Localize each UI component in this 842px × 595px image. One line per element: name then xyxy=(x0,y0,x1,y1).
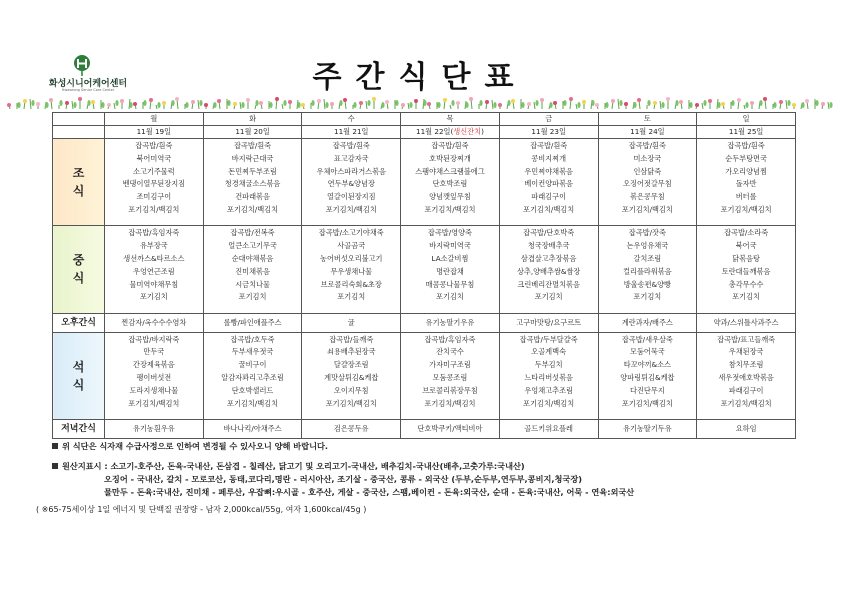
menu-item: 잡곡밥/흰죽 xyxy=(135,141,173,150)
menu-item: 브로콜리볶장무침 xyxy=(422,385,478,395)
page-title: 주간식단표 xyxy=(312,60,528,95)
change-notice xyxy=(52,441,328,452)
menu-item: 건파래볶음 xyxy=(235,192,270,202)
menu-item: 잡곡밥/소고기야채죽 xyxy=(318,228,384,238)
lunch-day-cell xyxy=(598,226,697,313)
menu-item: 포기김치 xyxy=(337,292,366,302)
date-text: 11월 23일 xyxy=(531,127,566,136)
menu-item: 단호박샐러드 xyxy=(231,385,274,395)
menu-item: 돈민찌두부조림 xyxy=(228,166,277,176)
origin-line-3: 물만두 - 돈육:국내산, 진미채 - 페루산, 우잡뼈:우시골 - 호주산, 게살 - 중국산, 스팸,베이컨 - 돈육:외국산, 순대 - 돈육:국내산, 어묵 - 연육:외국산 xyxy=(104,487,635,497)
origin-line-2: 오징어 - 국내산, 갈치 - 모로코산, 동태,코다리,명란 - 러시아산, 조기살 - 중국산, 콩류 - 외국산 (두부,순두부,연두부,콩비지,청국장) xyxy=(104,474,582,484)
menu-item: 잡곡밥/바지락죽 xyxy=(128,334,180,344)
breakfast-day-cell xyxy=(697,139,796,226)
night_snack-item: 유기농딸기두유 xyxy=(598,420,697,439)
menu-item: 북어국 xyxy=(735,241,757,251)
menu-item: 우엉채고추조림 xyxy=(524,385,573,395)
menu-item: 진미채볶음 xyxy=(235,266,270,276)
night_snack-label: 저녁간식 xyxy=(53,420,105,439)
center-tagline: Hwaseong Senior Care Center xyxy=(61,88,115,92)
breakfast-row xyxy=(53,139,796,226)
menu-item: 느타리버섯볶음 xyxy=(524,373,573,383)
menu-item: 무우생채나물 xyxy=(330,266,373,276)
menu-item: 잡곡밥/흰죽 xyxy=(530,141,568,150)
menu-item: 쇠용배추된장국 xyxy=(326,347,376,357)
corner-cell xyxy=(53,113,105,126)
lunch-row xyxy=(53,226,796,313)
menu-item: 베이컨양파볶음 xyxy=(524,179,573,189)
menu-item: 포기김치 xyxy=(732,292,760,302)
menu-item: 호박된장찌개 xyxy=(429,153,471,163)
menu-item: 인삼닭죽 xyxy=(633,166,662,176)
menu-item: 포기김치 xyxy=(633,292,662,302)
menu-item: 순두부탕면국 xyxy=(725,153,767,163)
weekly-menu-table xyxy=(52,112,796,439)
leaf-logo-icon xyxy=(73,54,91,76)
menu-item: 시금치나물 xyxy=(235,279,270,289)
night_snack-item: 검은콩두유 xyxy=(302,420,401,439)
menu-item: 양파링튀김&케찹 xyxy=(620,373,675,383)
menu-item: 파래김구이 xyxy=(531,192,567,202)
menu-item: 간장제육볶음 xyxy=(133,360,175,370)
birthday-party-label: 생신잔치 xyxy=(453,127,482,136)
breakfast-day-cell xyxy=(203,139,302,226)
breakfast-label: 조 식 xyxy=(53,139,105,226)
menu-item: 포기김치/백김치 xyxy=(325,204,377,214)
menu-item: 잡곡밥/전복죽 xyxy=(230,228,275,238)
menu-item: 콩비지찌개 xyxy=(531,153,567,163)
menu-item: 스팸야채스크램블에그 xyxy=(415,166,485,176)
date-text: 11월 20일 xyxy=(235,127,270,136)
menu-item: 참치무조림 xyxy=(728,360,764,370)
day-header-row xyxy=(53,113,796,126)
menu-item: 포기김치/백김치 xyxy=(128,204,180,214)
menu-item: 우민찌야채볶음 xyxy=(524,166,573,176)
menu-item: 파래김구이 xyxy=(728,385,764,395)
menu-item: 삼겹살고추장볶음 xyxy=(520,253,577,263)
day-header: 금 xyxy=(499,113,598,126)
menu-item: 브로콜리숙회&초장 xyxy=(320,279,382,289)
menu-item: 달걀장조림 xyxy=(333,360,369,370)
date-header xyxy=(697,126,796,139)
menu-item: 잡곡밥/표고들깨죽 xyxy=(717,334,776,344)
menu-item: 팽이버섯전 xyxy=(136,373,172,383)
lunch-label: 중 식 xyxy=(53,226,105,313)
menu-item: 토란대들깨볶음 xyxy=(721,266,771,276)
menu-item: 두부새우젓국 xyxy=(231,347,274,357)
menu-item: 잡곡밥/잣죽 xyxy=(628,228,666,238)
dinner-day-cell xyxy=(499,332,598,419)
menu-item: 도라지생채나물 xyxy=(129,385,179,395)
menu-item: 오징어젓갈무침 xyxy=(623,179,672,189)
origin-notice xyxy=(52,461,525,472)
menu-item: 청경채굴소스볶음 xyxy=(224,179,281,189)
menu-item: 우체아스파라거스볶음 xyxy=(316,166,386,176)
menu-item: 바지락근대국 xyxy=(231,153,274,163)
menu-item: 벤댕이열무된장지짐 xyxy=(122,179,186,189)
night_snack-item: 단호박쿠키/액티비아 xyxy=(401,420,500,439)
menu-item: 포기김치/백김치 xyxy=(227,204,279,214)
date-text: 11월 24일 xyxy=(630,127,665,136)
dinner-label: 석 식 xyxy=(53,332,105,419)
day-header: 일 xyxy=(697,113,796,126)
menu-item: 사골곰국 xyxy=(337,241,366,251)
menu-item: 가자미구조림 xyxy=(429,360,471,370)
breakfast-day-cell xyxy=(499,139,598,226)
date-header xyxy=(598,126,697,139)
snack-item: 찐감자/옥수수수염차 xyxy=(105,313,204,332)
menu-item: 총각무수수 xyxy=(728,279,764,289)
menu-item: 연두부&양념장 xyxy=(327,179,375,189)
dinner-day-cell xyxy=(697,332,796,419)
date-header xyxy=(203,126,302,139)
snack-item: 약과/스위틀사과주스 xyxy=(697,313,796,332)
menu-item: 잡곡밥/흑임자죽 xyxy=(424,334,476,344)
menu-item: 유부장국 xyxy=(139,241,168,251)
date-header xyxy=(105,126,204,139)
dinner-day-cell xyxy=(598,332,697,419)
bullet-square-icon xyxy=(52,443,58,449)
menu-item: 잡곡밥/흑임자죽 xyxy=(128,228,180,238)
snack-label: 오후간식 xyxy=(53,313,105,332)
menu-item: 닭볶음탕 xyxy=(732,253,760,263)
menu-item: 명란잡채 xyxy=(436,266,464,276)
menu-item: 농어버섯오리불고기 xyxy=(320,253,383,263)
date-text: 11월 22일( xyxy=(416,127,454,136)
menu-item: 상추,양배추쌈&쌈장 xyxy=(516,266,581,276)
menu-item: 매콤콩나물무침 xyxy=(425,279,475,289)
menu-item: 잡곡밥/소라죽 xyxy=(724,228,769,238)
menu-item: 바지락미역국 xyxy=(429,241,471,251)
menu-item: 미소장국 xyxy=(633,153,662,163)
menu-item: 잡곡밥/흰죽 xyxy=(233,141,272,150)
menu-item: 잡곡밥/단호박죽 xyxy=(523,228,575,238)
menu-item: 포기김치/백김치 xyxy=(621,398,673,408)
nutrition-note: ( ※65-75세이상 1일 에너지 및 단백질 권장량 - 남자 2,000kcal/55g, 여자 1,600kcal/45g ) xyxy=(36,505,367,514)
menu-item: 크린베리잔멸치볶음 xyxy=(517,279,580,289)
day-header: 화 xyxy=(203,113,302,126)
lunch-day-cell xyxy=(401,226,500,313)
date-header-row xyxy=(53,126,796,139)
menu-item: 잡곡밥/흰죽 xyxy=(332,141,370,150)
menu-item: 볶은콩무침 xyxy=(630,192,665,202)
menu-item: 소고기주물럭 xyxy=(133,166,175,176)
menu-item: 두부김치 xyxy=(534,360,563,370)
dinner-day-cell xyxy=(203,332,302,419)
menu-item: 포기김치/백김치 xyxy=(424,398,476,408)
menu-item: 생선까스&타르소스 xyxy=(123,253,185,263)
dinner-day-cell xyxy=(302,332,401,419)
date-header xyxy=(401,126,500,139)
menu-item: 잡곡밥/영양죽 xyxy=(427,228,472,238)
dinner-day-cell xyxy=(105,332,204,419)
menu-item: LA소갈비찜 xyxy=(431,253,469,263)
menu-item: 포기김치 xyxy=(139,292,168,302)
menu-item: 논우엉유채국 xyxy=(626,241,669,251)
date-header xyxy=(499,126,598,139)
breakfast-day-cell xyxy=(105,139,204,226)
snack-row xyxy=(53,313,796,332)
menu-item: 단호박조림 xyxy=(432,179,468,189)
night_snack-item: 요하임 xyxy=(697,420,796,439)
menu-item: 계맛살튀김&케찹 xyxy=(324,373,379,383)
menu-item: 모둠어묵국 xyxy=(630,347,665,357)
snack-item: 계란과자/배주스 xyxy=(598,313,697,332)
menu-item: 타꼬야끼&소스 xyxy=(623,360,671,370)
menu-item: 포기김치/백김치 xyxy=(128,398,180,408)
menu-item: 잡곡밥/흰죽 xyxy=(431,141,469,150)
menu-item: 조미김구이 xyxy=(136,192,172,202)
menu-item: 표고감자국 xyxy=(333,153,369,163)
menu-item: 잡곡밥/흰죽 xyxy=(727,141,765,150)
lunch-day-cell xyxy=(302,226,401,313)
menu-item: 포기김치/백김치 xyxy=(523,398,575,408)
menu-item: 잡곡밥/호두죽 xyxy=(230,334,275,344)
menu-item: 포기김치/백김치 xyxy=(424,204,476,214)
menu-item: 오이지무침 xyxy=(333,385,369,395)
change-notice-text: 위 식단은 식자재 수급사정으로 인하여 변경될 수 있사오니 양해 바랍니다. xyxy=(62,441,329,451)
menu-item: 알감자꽈리고추조림 xyxy=(221,373,284,383)
menu-item: 포기김치/백김치 xyxy=(325,398,377,408)
menu-item: 양념깻잎무침 xyxy=(429,192,471,202)
menu-item: 꿀비구이 xyxy=(238,360,267,370)
menu-item: 북어미역국 xyxy=(136,153,172,163)
menu-item: 얼큰소고기무국 xyxy=(228,241,277,251)
snack-item: 유기농딸기우유 xyxy=(401,313,500,332)
menu-item: 잡곡밥/흰죽 xyxy=(628,141,666,150)
menu-item: 우채된장국 xyxy=(728,347,764,357)
center-name: 화성시니어케어센터 xyxy=(48,79,128,89)
night_snack-item: 바나나킥/아채주스 xyxy=(203,420,302,439)
date-text: 11월 19일 xyxy=(136,127,172,136)
bullet-square-icon xyxy=(52,463,58,469)
center-logo xyxy=(28,54,158,94)
menu-item: 다진단무지 xyxy=(630,385,665,395)
snack-item: 롤빵/파인애플주스 xyxy=(203,313,302,332)
menu-item: 순대야채볶음 xyxy=(231,253,274,263)
menu-item: 돌자반 xyxy=(735,179,757,189)
menu-item: 버터롤 xyxy=(735,192,757,202)
menu-item: 열갈이된장지짐 xyxy=(326,192,376,202)
day-header: 목 xyxy=(401,113,500,126)
menu-item: 오골계백숙 xyxy=(531,347,567,357)
lunch-day-cell xyxy=(697,226,796,313)
night_snack-item: 골드키위요플레 xyxy=(499,420,598,439)
menu-item: 포기김치 xyxy=(436,292,464,302)
menu-item: 갈치조림 xyxy=(633,253,662,263)
menu-item: 물미역야채무침 xyxy=(129,279,179,289)
menu-item: 포기김치/백김치 xyxy=(227,398,279,408)
flower-border-decoration xyxy=(0,95,842,109)
breakfast-day-cell xyxy=(302,139,401,226)
lunch-day-cell xyxy=(499,226,598,313)
day-header: 월 xyxy=(105,113,204,126)
night_snack-item: 유기농흰우유 xyxy=(105,420,204,439)
menu-item: 포기김치/백김치 xyxy=(621,204,673,214)
menu-item: 방울송편&양빵 xyxy=(623,279,671,289)
day-header: 토 xyxy=(598,113,697,126)
menu-item: 잡곡밥/두부달걀죽 xyxy=(519,334,578,344)
menu-item: 새우젓애호박볶음 xyxy=(718,373,774,383)
breakfast-day-cell xyxy=(401,139,500,226)
menu-item: 가오리양념찜 xyxy=(725,166,767,176)
menu-item: 청국장배추국 xyxy=(527,241,570,251)
date-text-suffix: ) xyxy=(481,127,484,136)
menu-item: 포기김치 xyxy=(238,292,267,302)
date-text: 11월 21일 xyxy=(334,127,369,136)
date-text: 11월 25일 xyxy=(728,127,764,136)
menu-item: 우엉연근조림 xyxy=(133,266,175,276)
menu-item: 포기김치/백김치 xyxy=(720,398,772,408)
menu-item: 잡곡밥/들깨죽 xyxy=(329,334,374,344)
snack-item: 고구마맛탕/요구르트 xyxy=(499,313,598,332)
lunch-day-cell xyxy=(105,226,204,313)
day-header: 수 xyxy=(302,113,401,126)
menu-item: 포기김치/백김치 xyxy=(720,204,772,214)
menu-item: 잔치국수 xyxy=(436,347,464,357)
corner-cell xyxy=(53,126,105,139)
date-header xyxy=(302,126,401,139)
dinner-row xyxy=(53,332,796,419)
menu-item: 포기김치/백김치 xyxy=(523,204,575,214)
lunch-day-cell xyxy=(203,226,302,313)
origin-line-1: 원산지표시 : 소고기-호주산, 돈육-국내산, 돈삼겹 - 칠레산, 닭고기 및 오리고기-국내산, 배추김치-국내산(배추,고춧가루:국내산) xyxy=(62,461,525,471)
night_snack-row xyxy=(53,420,796,439)
menu-item: 만두국 xyxy=(143,347,165,357)
dinner-day-cell xyxy=(401,332,500,419)
menu-item: 포기김치 xyxy=(534,292,563,302)
menu-item: 모둠콩조림 xyxy=(432,373,468,383)
snack-item: 귤 xyxy=(302,313,401,332)
menu-item: 컬리플라워볶음 xyxy=(623,266,672,276)
menu-item: 잡곡밥/새우살죽 xyxy=(621,334,673,344)
breakfast-day-cell xyxy=(598,139,697,226)
